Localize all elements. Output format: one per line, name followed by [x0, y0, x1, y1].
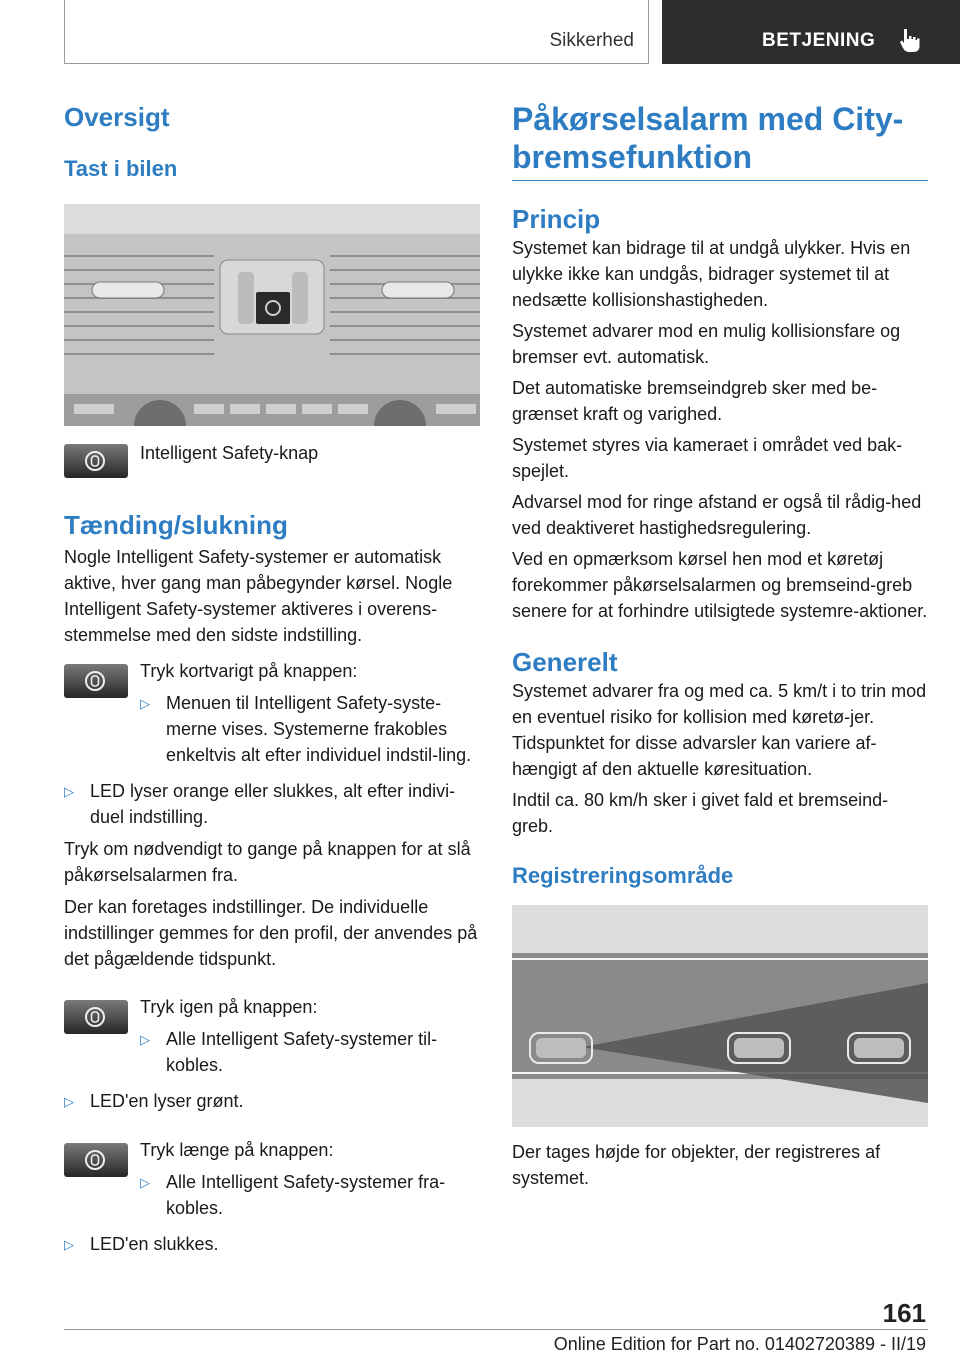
led-off-text: LED'en slukkes. [90, 1234, 219, 1254]
led-green-text: LED'en lyser grønt. [90, 1091, 244, 1111]
text-p5: Advarsel mod for ringe afstand er også til rådig-hed ved deaktiveret hastighedsregulering. [512, 492, 922, 538]
heading-tast-i-bilen: Tast i bilen [64, 156, 178, 181]
text-p3: Det automatiske bremseindgreb sker med be-grænset kraft og varighed. [512, 378, 878, 424]
text-taending: Nogle Intelligent Safety-systemer er automatisk aktive, hver gang man påbegynder kørsel. Nogle Intelligent Safety-systemer aktiveres i overens-stemmelse med den sidste indstilling. [64, 547, 453, 645]
text-p7: Systemet advarer fra og med ca. 5 km/t i to trin mod en eventuel risiko for kollision med køretø-jer. Tidspunktet for disse advarsler kan variere af-hængigt af den aktuelle køresituation. [512, 681, 927, 779]
safety-glyph-icon [84, 1148, 106, 1172]
step1-text: Tryk kortvarigt på knappen: [140, 661, 358, 681]
text-twice: Tryk om nødvendigt to gange på knappen for at slå påkørselsalarmen fra. [64, 839, 471, 885]
detection-area-svg [512, 905, 928, 1127]
led-orange-bullet [64, 778, 480, 830]
step2-bullet-text: Alle Intelligent Safety-systemer til-kobles. [166, 1029, 438, 1075]
step3-row [64, 1140, 480, 1221]
pointing-hand-icon [898, 27, 922, 53]
safety-glyph-icon [84, 669, 106, 693]
triangle-bullet-icon: ▷ [140, 1032, 150, 1047]
step1-bullet-text: Menuen til Intelligent Safety-syste-merne vises. Systemerne frakobles enkeltvis alt efter individuel indstil-ling. [166, 693, 472, 765]
text-p4: Systemet styres via kameraet i området ved bak-spejlet. [512, 435, 903, 481]
dashboard-illustration [64, 204, 480, 426]
intelligent-safety-button-icon [64, 664, 128, 698]
triangle-bullet-icon: ▷ [140, 1175, 150, 1190]
footer-divider [64, 1329, 928, 1330]
step2-bullet [140, 1026, 480, 1078]
led-orange-text: LED lyser orange eller slukkes, alt efter indivi-duel indstilling. [90, 781, 456, 827]
edition-info: Online Edition for Part no. 01402720389 - II/19 [553, 1334, 926, 1354]
heading-generelt: Generelt [512, 647, 618, 677]
text-p8: Indtil ca. 80 km/h sker i givet fald et bremseind-greb. [512, 790, 889, 836]
intelligent-safety-button-icon [64, 444, 128, 478]
header-chapter-title: BETJENING [762, 30, 876, 51]
caption-safety-button: Intelligent Safety-knap [140, 443, 319, 463]
left-column [64, 100, 480, 1258]
text-p9: Der tages højde for objekter, der registreres af systemet. [512, 1142, 881, 1188]
triangle-bullet-icon: ▷ [64, 1094, 74, 1109]
intelligent-safety-button-icon [64, 1000, 128, 1034]
safety-glyph-icon [84, 1005, 106, 1029]
intelligent-safety-button-icon [64, 1143, 128, 1177]
heading-main: Påkørselsalarm med City-bremsefunktion [512, 100, 928, 181]
text-p6: Ved en opmærksom kørsel hen mod et køretøj forekommer påkørselsalarmen og bremseind-greb senere for at forhindre utilsigtede systemre-aktioner. [512, 549, 928, 621]
header-section-box [64, 0, 649, 64]
step2-row [64, 997, 480, 1078]
step3-bullet-text: Alle Intelligent Safety-systemer fra-kobles. [166, 1172, 446, 1218]
safety-glyph-icon [84, 449, 106, 473]
heading-oversigt: Oversigt [64, 102, 170, 132]
step3-text: Tryk længe på knappen: [140, 1140, 334, 1160]
heading-princip: Princip [512, 204, 601, 234]
right-column [512, 100, 928, 1191]
step1-bullet [140, 690, 480, 768]
triangle-bullet-icon: ▷ [64, 1237, 74, 1252]
page-number: 161 [882, 1298, 926, 1328]
text-p1: Systemet kan bidrage til at undgå ulykker. Hvis en ulykke ikke kan undgås, bidrager systemet til at nedsætte kollisionshastigheden. [512, 238, 911, 310]
safety-button-caption-row [64, 444, 480, 478]
triangle-bullet-icon: ▷ [64, 784, 74, 799]
text-settings: Der kan foretages indstillinger. De individuelle indstillinger gemmes for den profil, der anvendes på det pågældende tidspunkt. [64, 897, 478, 969]
heading-taending: Tænding/slukning [64, 510, 288, 540]
triangle-bullet-icon: ▷ [140, 696, 150, 711]
header-section-title: Sikkerhed [549, 30, 634, 51]
heading-registreringsomraade: Registreringsområde [512, 863, 734, 888]
detection-area-illustration [512, 905, 928, 1127]
text-p2: Systemet advarer mod en mulig kollisionsfare og bremser evt. automatisk. [512, 321, 901, 367]
header-chapter-box [662, 0, 960, 64]
step1-row [64, 661, 480, 768]
led-green-bullet [64, 1088, 480, 1115]
dashboard-photo [64, 204, 480, 426]
step2-text: Tryk igen på knappen: [140, 997, 318, 1017]
led-off-bullet [64, 1231, 480, 1258]
step3-bullet [140, 1169, 480, 1221]
